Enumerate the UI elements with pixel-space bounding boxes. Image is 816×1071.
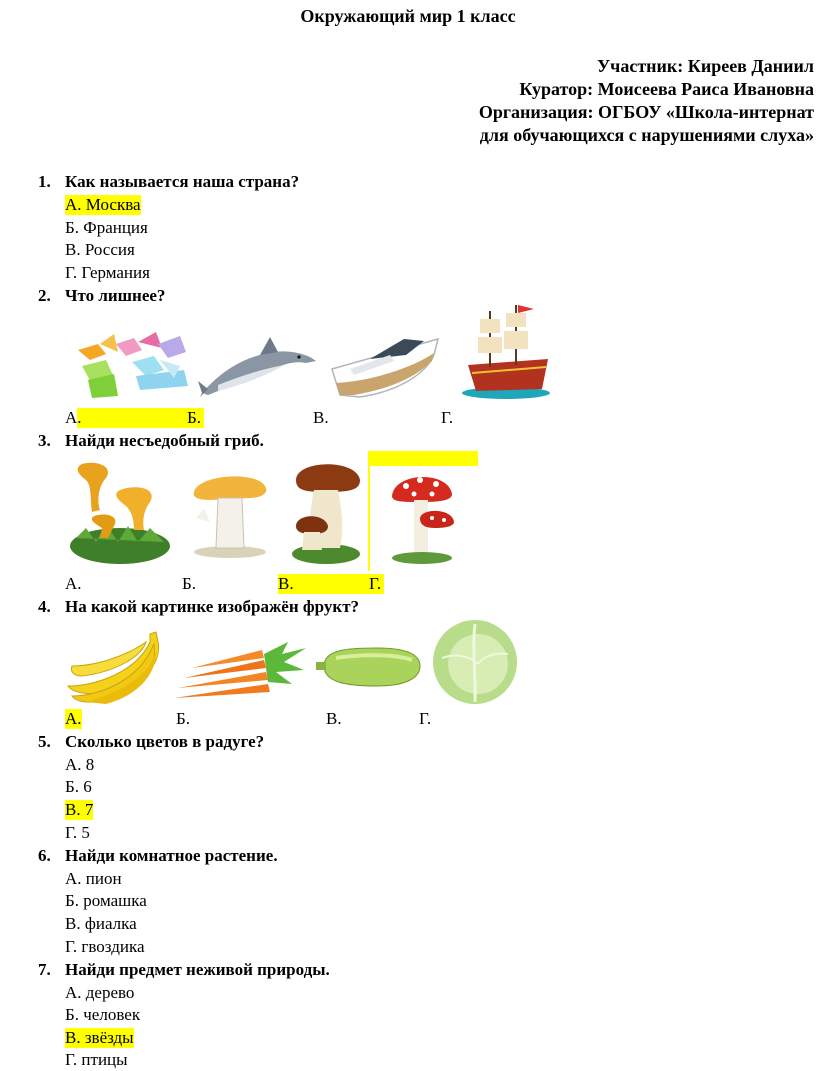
question-3 <box>38 431 264 451</box>
question-number: 4. <box>38 597 51 616</box>
carrots-image <box>172 640 308 706</box>
question-number: 2. <box>38 286 51 305</box>
question-6 <box>38 846 278 866</box>
q1-option-b: Б. Франция <box>65 218 148 237</box>
question-number: 1. <box>38 172 51 191</box>
organization-line-1: Организация: ОГБОУ «Школа-интернат <box>478 102 814 122</box>
question-7 <box>38 960 330 980</box>
bananas-image <box>66 632 166 704</box>
zucchini-image <box>316 642 426 692</box>
q7-option-c: В. звёзды <box>65 1028 134 1047</box>
organization-line-2: для обучающихся с нарушениями слуха» <box>479 125 814 145</box>
q5-option-b: Б. 6 <box>65 777 92 796</box>
question-text: Найди несъедобный гриб. <box>65 431 264 450</box>
q3-option-d: Г. <box>369 574 382 593</box>
q7-option-b: Б. человек <box>65 1005 141 1024</box>
q1-option-a: А. Москва <box>65 195 141 214</box>
q2-highlight <box>77 408 204 428</box>
question-number: 5. <box>38 732 51 751</box>
question-number: 7. <box>38 960 51 979</box>
motorboat-image <box>330 325 442 400</box>
fly-agaric-image <box>390 466 456 564</box>
q3-side-highlight <box>368 451 370 571</box>
question-text: Что лишнее? <box>65 286 166 305</box>
question-number: 6. <box>38 846 51 865</box>
q5-option-c: В. 7 <box>65 800 94 819</box>
q6-option-c: В. фиалка <box>65 914 137 933</box>
q2-option-b: Б. <box>187 408 202 427</box>
question-number: 3. <box>38 431 51 450</box>
q1-option-d: Г. Германия <box>65 263 150 282</box>
q4-option-b: Б. <box>176 709 191 728</box>
chanterelle-image <box>66 458 172 566</box>
question-2 <box>38 286 165 306</box>
page-title: Окружающий мир 1 класс <box>300 6 516 26</box>
question-4 <box>38 597 359 617</box>
q2-option-a: А. <box>65 408 82 427</box>
q4-option-c: В. <box>326 709 342 728</box>
paper-boats-image <box>76 330 191 400</box>
q3-top-highlight <box>370 451 478 466</box>
q6-option-b: Б. ромашка <box>65 891 147 910</box>
curator-line: Куратор: Моисеева Раиса Ивановна <box>519 79 814 99</box>
question-text: Как называется наша страна? <box>65 172 300 191</box>
q2-option-d: Г. <box>441 408 454 427</box>
q5-option-d: Г. 5 <box>65 823 90 842</box>
dolphin-image <box>198 335 318 397</box>
q7-option-d: Г. птицы <box>65 1050 128 1069</box>
q1-option-c: В. Россия <box>65 240 135 259</box>
q7-option-a: А. дерево <box>65 983 135 1002</box>
russula-image <box>190 468 270 558</box>
q2-option-c: В. <box>313 408 329 427</box>
q4-option-d: Г. <box>419 709 432 728</box>
porcini-image <box>290 458 362 566</box>
question-text: Найди предмет неживой природы. <box>65 960 330 979</box>
q5-option-a: А. 8 <box>65 755 95 774</box>
q3-option-c: В. <box>278 574 294 593</box>
cabbage-image <box>432 618 518 706</box>
q3-option-b: Б. <box>182 574 197 593</box>
question-text: На какой картинке изображён фрукт? <box>65 597 360 616</box>
participant-line: Участник: Киреев Даниил <box>596 56 814 76</box>
sailing-ship-image <box>462 303 554 400</box>
q4-option-a: А. <box>65 709 82 728</box>
q6-option-d: Г. гвоздика <box>65 937 145 956</box>
question-5 <box>38 732 264 752</box>
question-1 <box>38 172 299 192</box>
question-text: Сколько цветов в радуге? <box>65 732 265 751</box>
q3-option-a: А. <box>65 574 82 593</box>
q6-option-a: А. пион <box>65 869 122 888</box>
question-text: Найди комнатное растение. <box>65 846 278 865</box>
